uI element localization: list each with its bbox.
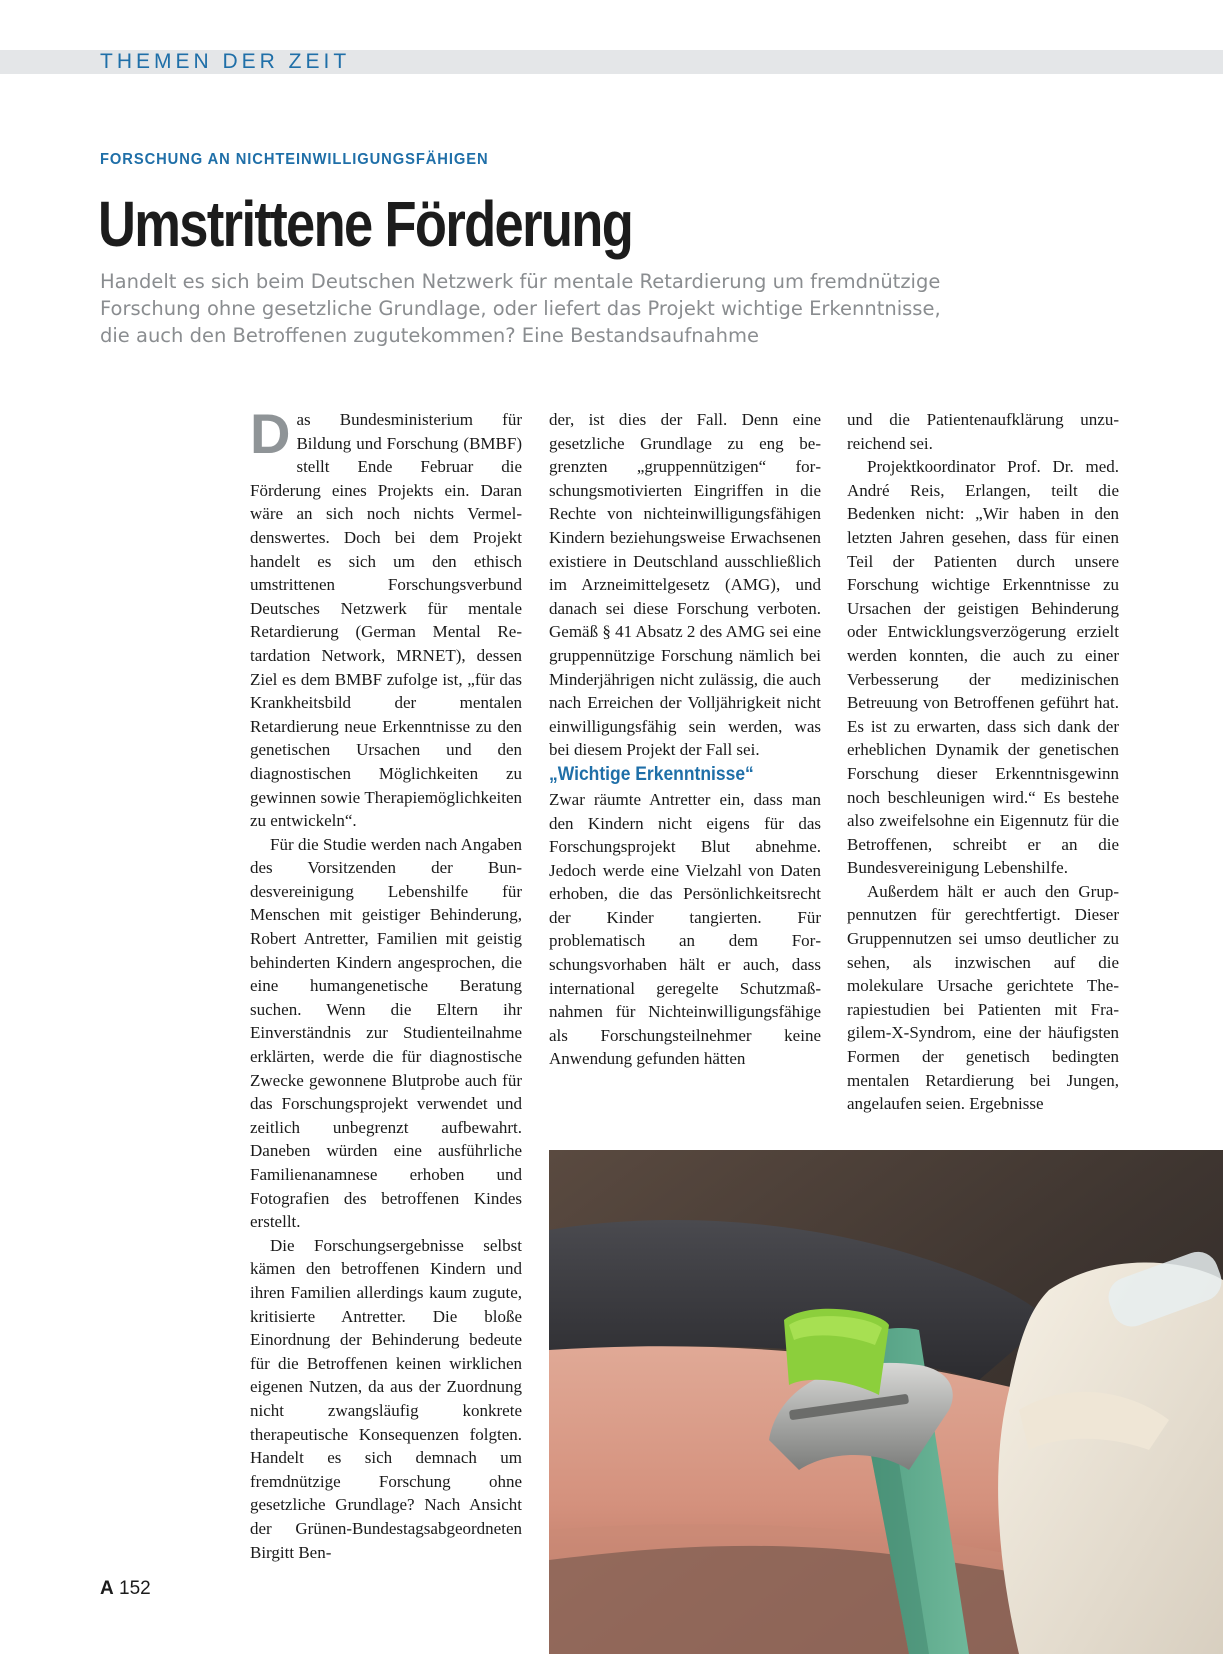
- drop-cap: D: [250, 402, 291, 465]
- article-title: Umstrittene Förderung: [98, 188, 633, 260]
- section-label: THEMEN DER ZEIT: [100, 50, 351, 73]
- lead-line: Handelt es sich beim Deutschen Netzwerk für mentale Retardierung um fremdnützige: [100, 270, 941, 293]
- article-photo: [549, 1150, 1223, 1654]
- paragraph: Die Forschungsergebnisse selbst kämen den betroffenen Kindern und ihren Familien allerdings kaum zugute, kritisierte Antretter. Die bloße Einordnung der Behinderung bedeute für die Betroffenen keinen wirklichen eigenen Nutzen, da aus der Zuordnung nicht zwangsläufig konkrete therapeutische Konsequenzen folgten. Handelt es sich demnach um fremdnützige Forschung ohne gesetzliche Grundlage? Nach Ansicht der Grünen-Bundestagsabgeordneten Birgitt Ben-: [250, 1235, 522, 1562]
- text-column-2: [549, 408, 821, 1071]
- article-lead: [100, 268, 1000, 349]
- paragraph: Zwar räumte Antretter ein, dass man den Kindern nicht eigens für das Forschungsprojekt Blut abnehme. Jedoch werde eine Vielzahl von Daten erhoben, die das Persönlichkeitsrecht der Kinder tangierten. Für problematisch an dem Forschungsvorhaben hält er auch, dass international geregelte Schutzmaßnahmen für Nichteinwilligungsfähige als Forschungsteilnehmer keine Anwendung gefunden hätten: [549, 789, 821, 1069]
- paragraph: Projektkoordinator Prof. Dr. med. André Reis, Erlangen, teilt die Bedenken nicht: „Wir haben in den letzten Jahren gesehen, dass für einen Teil der Patienten durch unsere Forschung wichtige Erkenntnisse zu Ursachen der geistigen Behinderung oder Entwicklungsverzögerung erzielt werden konnten, die auch zu einer Verbesserung der medizinischen Betreuung von Betroffenen geführt hat. Es ist zu erwarten, dass sich dank der erheblichen Dynamik der genetischen Forschung dieser Erkenntnisgewinn noch beschleunigen wird.“ Es bestehe also zweifelsohne ein Eigennutz für die Betroffenen, schreibt er an die Bundesvereinigung Lebenshilfe.: [847, 457, 1119, 878]
- paragraph: Für die Studie werden nach Angaben des Vorsitzenden der Bundesvereinigung Lebenshilfe für Menschen mit geistiger Behinderung, Robert Antretter, Familien mit geistig behinderten Kindern angesprochen, die eine humangenetische Beratung suchen. Wenn die Eltern ihr Einverständnis zur Studienteilnahme erklärten, werde die für diagnostische Zwecke gewonnene Blutprobe auch für das Forschungsprojekt verwendet und zeitlich unbegrenzt aufbewahrt. Daneben würden eine ausführliche Familienanamnese erhoben und Fotografien des betroffenen Kindes erstellt.: [250, 834, 522, 1232]
- article-kicker: FORSCHUNG AN NICHTEINWILLIGUNGSFÄHIGEN: [100, 151, 489, 168]
- text-column-1: [250, 402, 522, 1564]
- subheading: „Wichtige Erkenntnisse“: [549, 763, 754, 785]
- paragraph-text: as Bundesministerium für Bildung und Forschung (BMBF) stellt Ende Februar die Förderung eines Projekts ein. Daran wäre an sich noch nichts Vermeldenswertes. Doch bei dem Projekt handelt es sich um den ethisch umstrittenen Forschungsverbund Deutsches Netzwerk für mentale Retardierung (German Mental Retardation Network, MRNET), dessen Ziel es dem BMBF zufolge ist, „für das Krankheitsbild der mentalen Retardierung neue Erkenntnisse zu den genetischen Ursachen und den diagnostischen Möglichkeiten zu gewinnen sowie Therapiemöglichkeiten zu entwickeln“.: [250, 410, 522, 831]
- page-prefix: A: [100, 1578, 114, 1599]
- text-column-3: [847, 408, 1119, 1116]
- lead-line: Forschung ohne gesetzliche Grundlage, oder liefert das Projekt wichtige Erkenntnisse,: [100, 297, 941, 320]
- paragraph: der, ist dies der Fall. Denn eine gesetzliche Grundlage zu eng begrenzten „gruppennützigen“ forschungsmotivierten Eingriffen in die Rechte von nichteinwilligungsfähigen Kindern beziehungsweise Erwachsenen existiere in Deutschland ausschließlich im Arzneimittelgesetz (AMG), und danach sei diese Forschung verboten. Gemäß § 41 Absatz 2 des AMG sei eine gruppennützige Forschung nämlich bei Minderjährigen nicht zulässig, die auch nach Erreichen der Volljährigkeit nicht einwilligungsfähig sein werden, was bei diesem Projekt der Fall sei.: [549, 410, 821, 760]
- paragraph: und die Patientenaufklärung unzureichend sei.: [847, 410, 1119, 453]
- lead-line: die auch den Betroffenen zugutekommen? Eine Bestandsaufnahme: [100, 324, 759, 347]
- paragraph: [250, 402, 522, 833]
- paragraph: Außerdem hält er auch den Gruppennutzen für gerechtfertigt. Dieser Gruppennutzen sei umso deutlicher zu sehen, als inzwischen auf die molekulare Ursache gerichtete Therapiestudien bei Patienten mit Fragilem-X-Syndrom, eine der häufigsten Formen der genetisch bedingten mentalen Retardierung bei Jungen, angelaufen seien. Ergebnisse: [847, 881, 1119, 1114]
- page-number-value: 152: [119, 1578, 151, 1599]
- tourniquet-arm-photo: [549, 1150, 1223, 1654]
- page-number: [100, 1578, 151, 1600]
